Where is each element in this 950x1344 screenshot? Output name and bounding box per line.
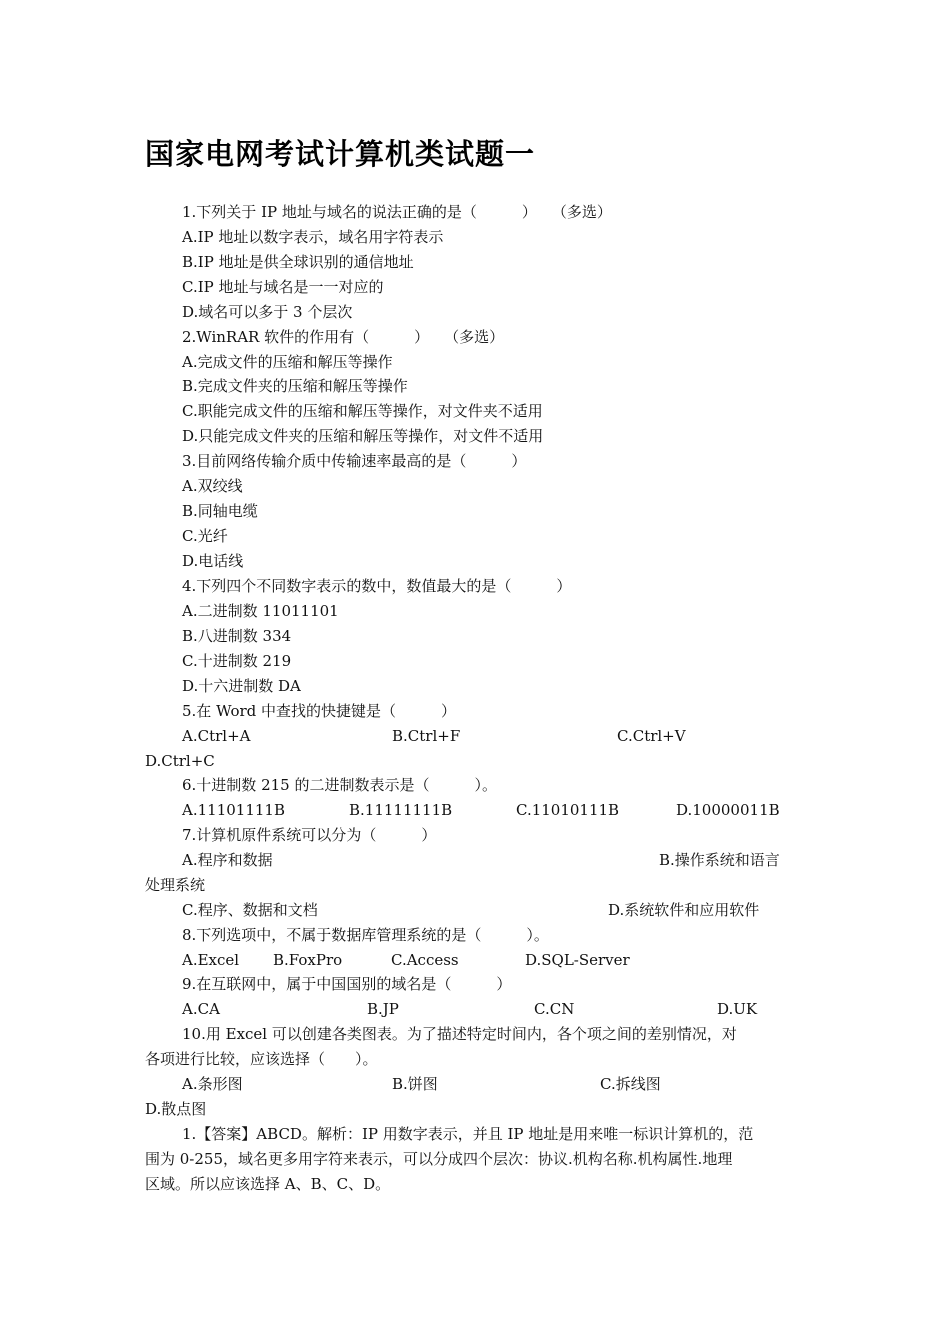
- question-7-option-d: D.系统软件和应用软件: [608, 901, 760, 919]
- question-3-option-b: B.同轴电缆: [182, 502, 258, 520]
- answer-1-line-2: 围为 0-255，域名更多用字符来表示，可以分成四个层次：协议.机构名称.机构属性.地理: [145, 1150, 733, 1168]
- question-1-stem: 1.下列关于 IP 地址与域名的说法正确的是（ ） （多选）: [182, 203, 612, 221]
- question-3-option-c: C.光纤: [182, 527, 228, 545]
- question-4-option-a: A.二进制数 11011101: [182, 602, 339, 620]
- question-1-option-c: C.IP 地址与域名是一一对应的: [182, 278, 384, 296]
- question-10-option-a: A.条形图: [182, 1075, 243, 1093]
- question-2-stem: 2.WinRAR 软件的作用有（ ） （多选）: [182, 328, 505, 346]
- question-3-stem: 3.目前网络传输介质中传输速率最高的是（ ）: [182, 452, 527, 470]
- question-5-option-b: B.Ctrl+F: [392, 727, 461, 745]
- question-5-option-d: D.Ctrl+C: [145, 752, 215, 770]
- question-7-option-b: B.操作系统和语言: [659, 851, 780, 869]
- question-9-option-a: A.CA: [182, 1000, 220, 1018]
- question-9-option-b: B.JP: [367, 1000, 399, 1018]
- question-8-option-b: B.FoxPro: [273, 951, 343, 969]
- question-7-option-a: A.程序和数据: [182, 851, 273, 869]
- question-5-stem: 5.在 Word 中查找的快捷键是（ ）: [182, 702, 457, 720]
- question-6-stem: 6.十进制数 215 的二进制数表示是（ ）。: [182, 776, 497, 794]
- answer-1-line-3: 区域。所以应该选择 A、B、C、D。: [145, 1175, 391, 1193]
- question-2-option-c: C.职能完成文件的压缩和解压等操作，对文件夹不适用: [182, 402, 543, 420]
- question-7-option-c: C.程序、数据和文档: [182, 901, 318, 919]
- question-1-option-d: D.域名可以多于 3 个层次: [182, 303, 353, 321]
- question-10-option-c: C.拆线图: [600, 1075, 661, 1093]
- question-9-stem: 9.在互联网中，属于中国国别的域名是（ ）: [182, 975, 512, 993]
- question-3-option-d: D.电话线: [182, 552, 244, 570]
- question-7-option-b-continued: 处理系统: [145, 876, 206, 894]
- question-6-option-b: B.11111111B: [349, 801, 453, 819]
- question-1-option-b: B.IP 地址是供全球识别的通信地址: [182, 253, 414, 271]
- question-4-option-b: B.八进制数 334: [182, 627, 292, 645]
- question-8-stem: 8.下列选项中，不属于数据库管理系统的是（ ）。: [182, 926, 549, 944]
- question-9-option-c: C.CN: [534, 1000, 575, 1018]
- question-4-stem: 4.下列四个不同数字表示的数中，数值最大的是（ ）: [182, 577, 572, 595]
- question-4-option-d: D.十六进制数 DA: [182, 677, 301, 695]
- question-6-option-d: D.10000011B: [676, 801, 780, 819]
- question-4-option-c: C.十进制数 219: [182, 652, 292, 670]
- question-8-option-d: D.SQL-Server: [525, 951, 630, 969]
- question-2-option-b: B.完成文件夹的压缩和解压等操作: [182, 377, 408, 395]
- answer-1-line: 1.【答案】ABCD。解析：IP 用数字表示，并且 IP 地址是用来唯一标识计算机的，范: [182, 1125, 754, 1143]
- question-3-option-a: A.双绞线: [182, 477, 243, 495]
- question-2-option-d: D.只能完成文件夹的压缩和解压等操作，对文件不适用: [182, 427, 544, 445]
- question-6-option-a: A.11101111B: [182, 801, 285, 819]
- question-5-option-c: C.Ctrl+V: [617, 727, 686, 745]
- question-2-option-a: A.完成文件的压缩和解压等操作: [182, 353, 393, 371]
- question-10-stem-continued: 各项进行比较，应该选择（ ）。: [145, 1050, 378, 1068]
- question-1-option-a: A.IP 地址以数字表示，域名用字符表示: [182, 228, 444, 246]
- question-6-option-c: C.11010111B: [516, 801, 620, 819]
- question-10-stem: 10.用 Excel 可以创建各类图表。为了描述特定时间内，各个项之间的差别情况，对: [182, 1025, 737, 1043]
- question-8-option-c: C.Access: [391, 951, 459, 969]
- question-10-option-d: D.散点图: [145, 1100, 207, 1118]
- question-5-option-a: A.Ctrl+A: [182, 727, 251, 745]
- document-title: 国家电网考试计算机类试题一: [145, 137, 536, 171]
- question-8-option-a: A.Excel: [182, 951, 240, 969]
- question-9-option-d: D.UK: [717, 1000, 758, 1018]
- question-7-stem: 7.计算机原件系统可以分为（ ）: [182, 826, 437, 844]
- question-10-option-b: B.饼图: [392, 1075, 438, 1093]
